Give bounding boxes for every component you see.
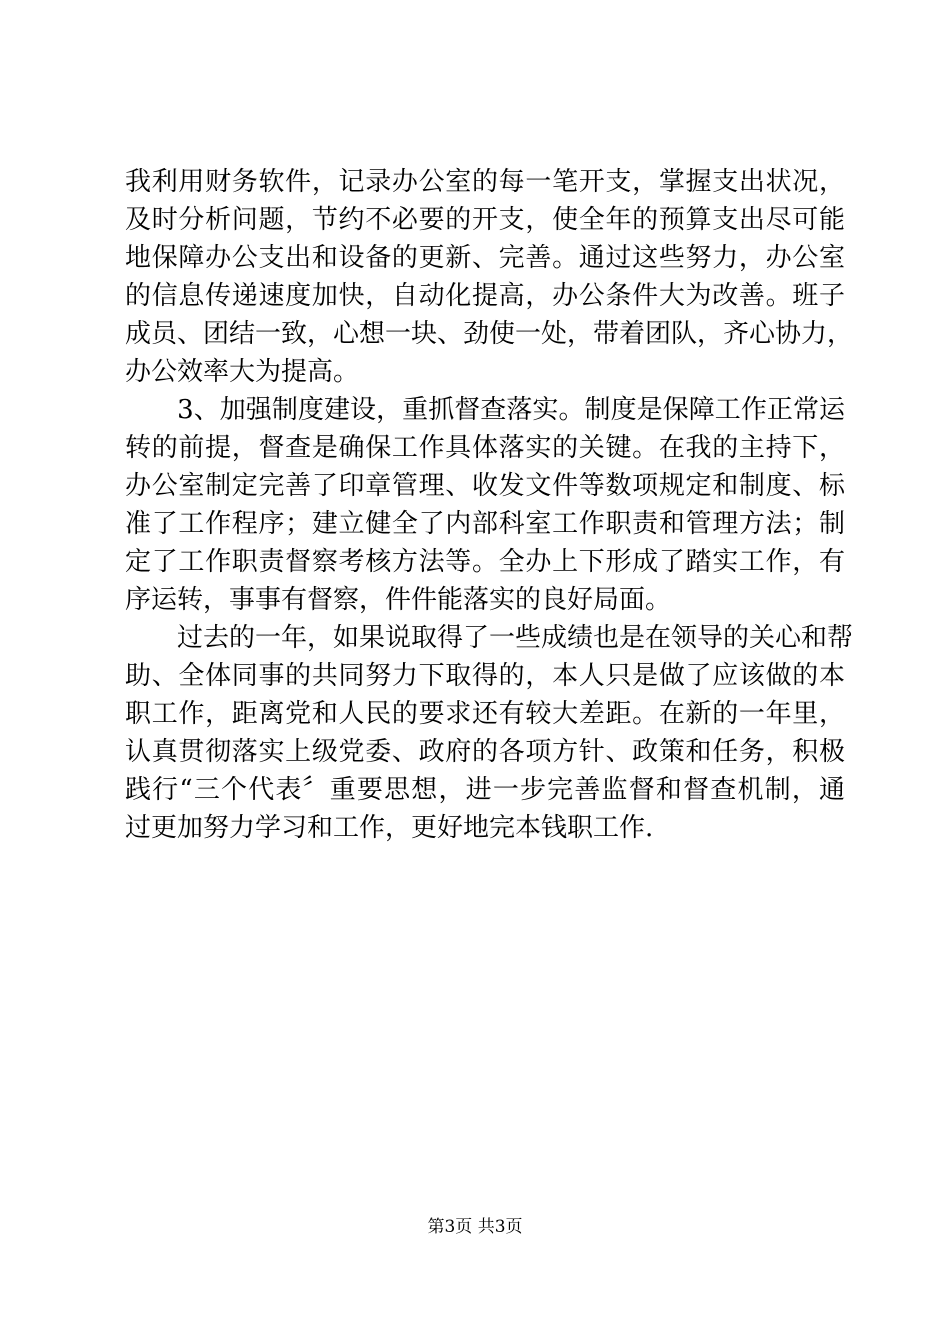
text-line: 序运转，事事有督察，件件能落实的良好局面。 [125,585,672,615]
document-body [125,163,854,847]
text-line: 办公效率大为提高。 [125,357,360,387]
text-line: 认真贯彻落实上级党委、政府的各项方针、政策和任务，积极 [125,737,845,767]
page-footer: 第3页 共3页 [427,1217,523,1237]
text-line: 助、全体同事的共同努力下取得的，本人只是做了应该做的本 [125,661,845,691]
paragraph-summary [125,619,854,847]
text-line: 的信息传递速度加快，自动化提高，办公条件大为改善。班子 [125,281,845,311]
text-line: 职工作，距离党和人民的要求还有较大差距。在新的一年里， [125,699,845,729]
paragraph-system-building [125,391,845,619]
text-line: 过更加努力学习和工作，更好地完本钱职工作. [125,813,654,843]
text-line: 地保障办公支出和设备的更新、完善。通过这些努力，办公室 [125,243,845,273]
text-line: 我利用财务软件，记录办公室的每一笔开支，掌握支出状况， [125,167,845,197]
text-line: 定了工作职责督察考核方法等。全办上下形成了踏实工作，有 [125,547,845,577]
text-line: 办公室制定完善了印章管理、收发文件等数项规定和制度、标 [125,471,845,501]
text-line: 过去的一年，如果说取得了一些成绩也是在领导的关心和帮 [125,623,854,653]
text-line: 践行“三个代表〞重要思想，进一步完善监督和督查机制，通 [125,775,845,805]
text-line: 准了工作程序；建立健全了内部科室工作职责和管理方法；制 [125,509,845,539]
text-line: 及时分析问题，节约不必要的开支，使全年的预算支出尽可能 [125,205,845,235]
text-line: 3、加强制度建设，重抓督查落实。制度是保障工作正常运 [125,395,845,425]
paragraph-budget [125,163,854,391]
text-line: 转的前提，督查是确保工作具体落实的关键。在我的主持下， [125,433,845,463]
text-line: 成员、团结一致，心想一块、劲使一处，带着团队，齐心协力， [125,319,854,349]
